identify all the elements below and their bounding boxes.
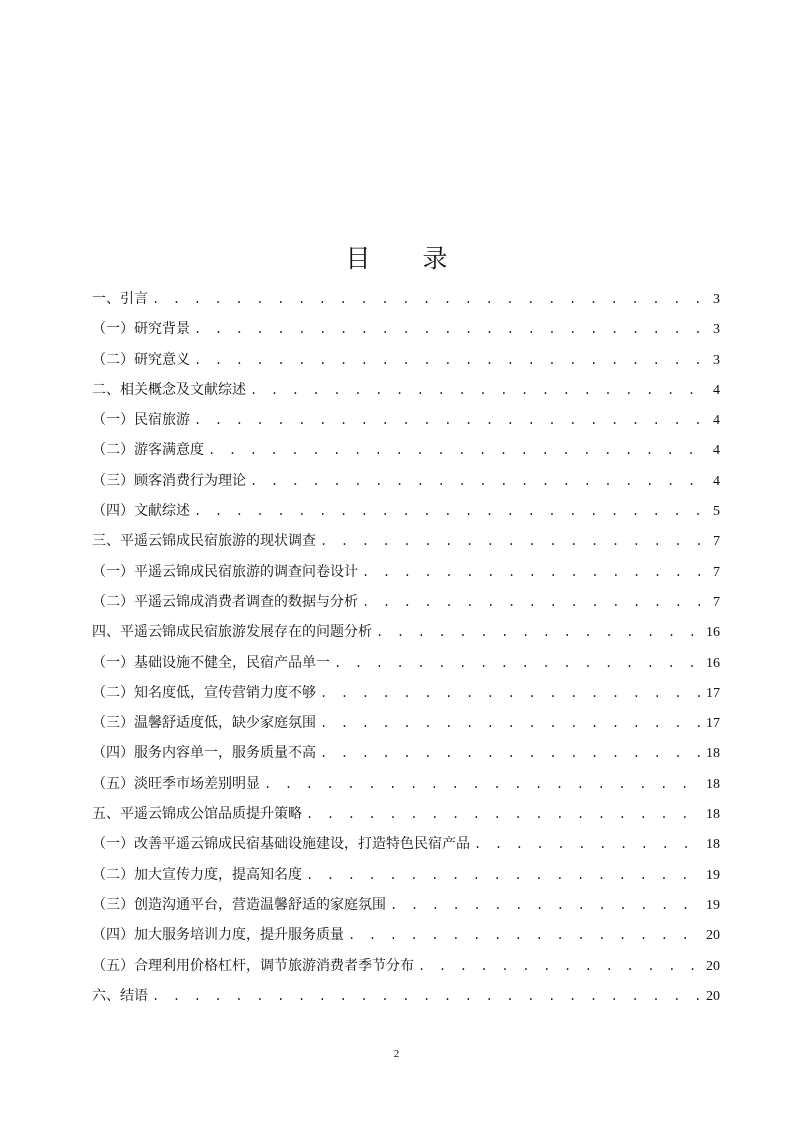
toc-entry-label: （五）合理利用价格杠杆，调节旅游消费者季节分布	[92, 957, 414, 974]
toc-entry-page: 20	[706, 928, 720, 944]
toc-dot-leader	[348, 920, 702, 950]
toc-entry-label: （二）加大宣传力度，提高知名度	[92, 866, 302, 883]
toc-entry-label: 二、相关概念及文献综述	[92, 381, 246, 398]
toc-entry-label: （四）服务内容单一，服务质量不高	[92, 745, 316, 762]
toc-entry-label: （二）研究意义	[92, 351, 190, 368]
toc-entry[interactable]	[92, 860, 720, 890]
toc-dot-leader	[376, 617, 702, 647]
toc-entry-label: （三）温馨舒适度低，缺少家庭氛围	[92, 715, 316, 732]
toc-entry[interactable]	[92, 466, 720, 496]
toc-dot-leader	[320, 708, 702, 738]
toc-entry[interactable]	[92, 375, 720, 405]
toc-entry[interactable]	[92, 617, 720, 647]
toc-entry-label: （一）民宿旅游	[92, 412, 190, 429]
toc-dot-leader	[320, 738, 702, 768]
toc-dot-leader	[152, 981, 702, 1011]
toc-dot-leader	[208, 435, 709, 465]
page-number: 2	[393, 1048, 400, 1060]
toc-dot-leader	[194, 345, 709, 375]
toc-dot-leader	[320, 526, 709, 556]
toc-entry-label: 三、平遥云锦成民宿旅游的现状调查	[92, 533, 316, 550]
toc-entry-page: 19	[706, 867, 720, 883]
toc-entry[interactable]	[92, 557, 720, 587]
toc-entry[interactable]	[92, 405, 720, 435]
toc-entry-page: 4	[713, 443, 720, 459]
toc-entry-page: 16	[706, 625, 720, 641]
toc-entry[interactable]	[92, 799, 720, 829]
toc-entry[interactable]	[92, 708, 720, 738]
toc-entry[interactable]	[92, 587, 720, 617]
toc-entry-label: （二）游客满意度	[92, 442, 204, 459]
toc-entry-label: 一、引言	[92, 291, 148, 307]
toc-dot-leader	[334, 648, 702, 678]
toc-entry-page: 4	[713, 413, 720, 429]
toc-entry-page: 4	[713, 382, 720, 398]
toc-entry-label: （四）加大服务培训力度，提升服务质量	[92, 927, 344, 944]
toc-entry-label: （一）平遥云锦成民宿旅游的调查问卷设计	[92, 563, 358, 580]
toc-entry-page: 16	[706, 655, 720, 671]
toc-entry-page: 18	[706, 807, 720, 823]
toc-entry-label: 六、结语	[92, 987, 148, 1004]
toc-entry-label: （三）创造沟通平台，营造温馨舒适的家庭氛围	[92, 896, 386, 913]
toc-entry-label: （一）改善平遥云锦成民宿基础设施建设，打造特色民宿产品	[92, 836, 470, 853]
toc-entry-page: 3	[713, 322, 720, 338]
toc-entry[interactable]	[92, 678, 720, 708]
toc-entry[interactable]	[92, 345, 720, 375]
toc-entry[interactable]	[92, 829, 720, 859]
toc-entry-label: 五、平遥云锦成公馆品质提升策略	[92, 806, 302, 823]
toc-entry-label: （二）知名度低，宣传营销力度不够	[92, 684, 316, 701]
toc-entry[interactable]	[92, 769, 720, 799]
toc-entry-page: 3	[713, 292, 720, 307]
toc-entry-page: 7	[713, 564, 720, 580]
toc-dot-leader	[474, 829, 702, 859]
toc-dot-leader	[418, 951, 702, 981]
toc-entry-page: 4	[713, 473, 720, 489]
toc-dot-leader	[250, 375, 709, 405]
toc-entry[interactable]	[92, 951, 720, 981]
toc-entry-label: （一）基础设施不健全，民宿产品单一	[92, 654, 330, 671]
toc-entry-label: 四、平遥云锦成民宿旅游发展存在的问题分析	[92, 624, 372, 641]
toc-entry-label: （二）平遥云锦成消费者调查的数据与分析	[92, 593, 358, 610]
toc-entry-label: （四）文献综述	[92, 503, 190, 520]
toc-entry-page: 17	[706, 685, 720, 701]
toc-entry[interactable]	[92, 920, 720, 950]
toc-entry-label: （三）顾客消费行为理论	[92, 472, 246, 489]
toc-entry-page: 3	[713, 352, 720, 368]
toc-dot-leader	[194, 496, 709, 526]
toc-dot-leader	[320, 678, 702, 708]
toc-dot-leader	[264, 769, 702, 799]
toc-entry-page: 17	[706, 716, 720, 732]
toc-entry[interactable]	[92, 496, 720, 526]
toc-dot-leader	[194, 405, 709, 435]
toc-entry-page: 20	[706, 988, 720, 1004]
toc-dot-leader	[250, 466, 709, 496]
toc-entry[interactable]	[92, 648, 720, 678]
toc-entry-page: 18	[706, 837, 720, 853]
toc-entry[interactable]	[92, 738, 720, 768]
toc-dot-leader	[306, 799, 702, 829]
toc-dot-leader	[390, 890, 702, 920]
toc-entry-label: （一）研究背景	[92, 321, 190, 338]
toc-dot-leader	[362, 587, 709, 617]
toc-entry-page: 18	[706, 746, 720, 762]
toc-title: 目 录	[345, 244, 470, 273]
toc-list	[92, 284, 720, 1011]
toc-entry[interactable]	[92, 981, 720, 1011]
toc-entry[interactable]	[92, 284, 720, 314]
toc-entry-page: 19	[706, 897, 720, 913]
toc-entry-page: 5	[713, 504, 720, 520]
toc-entry[interactable]	[92, 526, 720, 556]
toc-dot-leader	[306, 860, 702, 890]
toc-entry-page: 18	[706, 776, 720, 792]
toc-entry-page: 20	[706, 958, 720, 974]
toc-entry[interactable]	[92, 435, 720, 465]
toc-dot-leader	[362, 557, 709, 587]
toc-entry-label: （五）淡旺季市场差别明显	[92, 775, 260, 792]
toc-entry-page: 7	[713, 534, 720, 550]
toc-entry-page: 7	[713, 594, 720, 610]
toc-entry[interactable]	[92, 890, 720, 920]
toc-dot-leader	[194, 314, 709, 344]
toc-entry[interactable]	[92, 314, 720, 344]
toc-dot-leader	[152, 284, 709, 314]
